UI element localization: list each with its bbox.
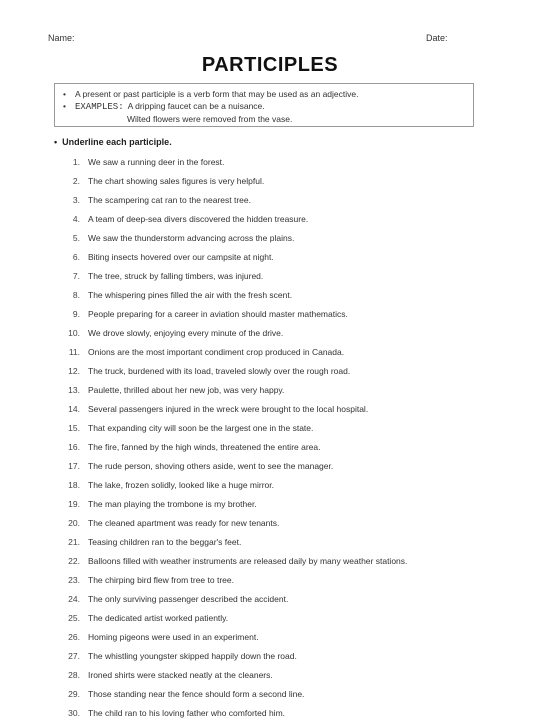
- sentence-item: [54, 304, 484, 323]
- sentence-item: [54, 589, 484, 608]
- sentence-text: The whistling youngster skipped happily down the road.: [88, 650, 297, 661]
- sentence-number: 17.: [68, 460, 80, 471]
- sentence-number: 7.: [72, 270, 80, 281]
- sentence-item: [54, 627, 484, 646]
- sentence-text: The truck, burdened with its load, traveled slowly over the rough road.: [88, 365, 351, 376]
- sentence-number: 26.: [68, 631, 80, 642]
- sentence-number: 28.: [68, 669, 80, 680]
- sentence-item: [54, 684, 484, 703]
- sentence-item: [54, 380, 484, 399]
- definition-box: [54, 83, 474, 127]
- sentence-text: Several passengers injured in the wreck were brought to the local hospital.: [88, 403, 369, 414]
- sentence-item: [54, 209, 484, 228]
- sentence-item: [54, 475, 484, 494]
- sentence-text: The dedicated artist worked patiently.: [88, 612, 229, 623]
- sentence-number: 13.: [68, 384, 80, 395]
- sentence-text: The fire, fanned by the high winds, threatened the entire area.: [88, 441, 321, 452]
- sentence-item: [54, 266, 484, 285]
- page-title: PARTICIPLES: [201, 54, 339, 76]
- sentence-text: The cleaned apartment was ready for new tenants.: [88, 517, 280, 528]
- sentence-text: Homing pigeons were used in an experiment.: [88, 631, 259, 642]
- sentence-item: [54, 532, 484, 551]
- sentence-text: The chirping bird flew from tree to tree.: [88, 574, 234, 585]
- sentence-item: [54, 152, 484, 171]
- sentence-number: 23.: [68, 574, 80, 585]
- sentence-item: [54, 285, 484, 304]
- sentence-text: The chart showing sales figures is very helpful.: [88, 175, 265, 186]
- sentence-item: [54, 551, 484, 570]
- bullet-icon: •: [63, 89, 66, 99]
- example-1-text: A dripping faucet can be a nuisance.: [127, 101, 265, 111]
- sentence-text: Onions are the most important condiment crop produced in Canada.: [88, 346, 345, 357]
- examples-label: EXAMPLES:: [75, 102, 124, 112]
- example-line-1: [63, 100, 465, 113]
- sentence-item: [54, 399, 484, 418]
- sentence-text: The whispering pines filled the air with the fresh scent.: [88, 289, 293, 300]
- sentence-item: [54, 513, 484, 532]
- sentence-item: [54, 361, 484, 380]
- header-row: [48, 33, 492, 47]
- sentence-text: Paulette, thrilled about her new job, was very happy.: [88, 384, 285, 395]
- sentence-number: 18.: [68, 479, 80, 490]
- sentence-number: 25.: [68, 612, 80, 623]
- sentence-item: [54, 665, 484, 684]
- sentence-text: We saw the thunderstorm advancing across the plains.: [88, 232, 295, 243]
- definition-line: [63, 88, 465, 100]
- sentence-number: 4.: [72, 213, 80, 224]
- instruction: [54, 137, 172, 147]
- sentence-text: The lake, frozen solidly, looked like a huge mirror.: [88, 479, 274, 490]
- sentence-number: 19.: [68, 498, 80, 509]
- sentence-number: 24.: [68, 593, 80, 604]
- bullet-icon: •: [63, 101, 66, 111]
- sentence-list: [54, 152, 484, 722]
- sentence-number: 10.: [68, 327, 80, 338]
- sentence-text: Biting insects hovered over our campsite at night.: [88, 251, 274, 262]
- sentence-item: [54, 247, 484, 266]
- sentence-text: Teasing children ran to the beggar's feet.: [88, 536, 242, 547]
- sentence-text: The only surviving passenger described the accident.: [88, 593, 289, 604]
- example-line-2: [63, 113, 465, 125]
- sentence-item: [54, 323, 484, 342]
- sentence-number: 29.: [68, 688, 80, 699]
- sentence-text: People preparing for a career in aviation should master mathematics.: [88, 308, 348, 319]
- sentence-number: 15.: [68, 422, 80, 433]
- definition-text: A present or past participle is a verb form that may be used as an adjective.: [75, 89, 359, 99]
- sentence-item: [54, 456, 484, 475]
- date-label: Date:: [426, 33, 448, 43]
- sentence-item: [54, 342, 484, 361]
- sentence-number: 21.: [68, 536, 80, 547]
- sentence-text: The scampering cat ran to the nearest tree.: [88, 194, 252, 205]
- sentence-number: 14.: [68, 403, 80, 414]
- sentence-text: The man playing the trombone is my brother.: [88, 498, 257, 509]
- sentence-text: That expanding city will soon be the largest one in the state.: [88, 422, 314, 433]
- sentence-item: [54, 646, 484, 665]
- instruction-text: Underline each participle.: [62, 137, 172, 147]
- sentence-number: 6.: [72, 251, 80, 262]
- sentence-text: The rude person, shoving others aside, went to see the manager.: [88, 460, 334, 471]
- sentence-item: [54, 228, 484, 247]
- sentence-number: 22.: [68, 555, 80, 566]
- sentence-number: 27.: [68, 650, 80, 661]
- sentence-number: 20.: [68, 517, 80, 528]
- sentence-item: [54, 608, 484, 627]
- sentence-item: [54, 494, 484, 513]
- sentence-number: 2.: [72, 175, 80, 186]
- sentence-number: 12.: [68, 365, 80, 376]
- sentence-number: 30.: [68, 707, 80, 718]
- sentence-text: The tree, struck by falling timbers, was injured.: [88, 270, 264, 281]
- sentence-text: Balloons filled with weather instruments are released daily by many weather stations.: [88, 555, 408, 566]
- sentence-text: The child ran to his loving father who comforted him.: [88, 707, 286, 718]
- sentence-number: 3.: [72, 194, 80, 205]
- bullet-icon: •: [54, 137, 63, 147]
- sentence-text: Those standing near the fence should form a second line.: [88, 688, 305, 699]
- sentence-number: 5.: [72, 232, 80, 243]
- sentence-item: [54, 437, 484, 456]
- sentence-number: 16.: [68, 441, 80, 452]
- sentence-number: 9.: [72, 308, 80, 319]
- sentence-text: A team of deep-sea divers discovered the hidden treasure.: [88, 213, 309, 224]
- sentence-item: [54, 190, 484, 209]
- sentence-number: 8.: [72, 289, 80, 300]
- sentence-text: We saw a running deer in the forest.: [88, 156, 225, 167]
- sentence-item: [54, 703, 484, 722]
- sentence-number: 1.: [72, 156, 80, 167]
- sentence-item: [54, 418, 484, 437]
- sentence-text: Ironed shirts were stacked neatly at the cleaners.: [88, 669, 273, 680]
- sentence-item: [54, 570, 484, 589]
- name-label: Name:: [48, 33, 75, 43]
- sentence-text: We drove slowly, enjoying every minute of the drive.: [88, 327, 284, 338]
- sentence-item: [54, 171, 484, 190]
- example-2-text: Wilted flowers were removed from the vase.: [127, 114, 293, 124]
- sentence-number: 11.: [68, 346, 80, 357]
